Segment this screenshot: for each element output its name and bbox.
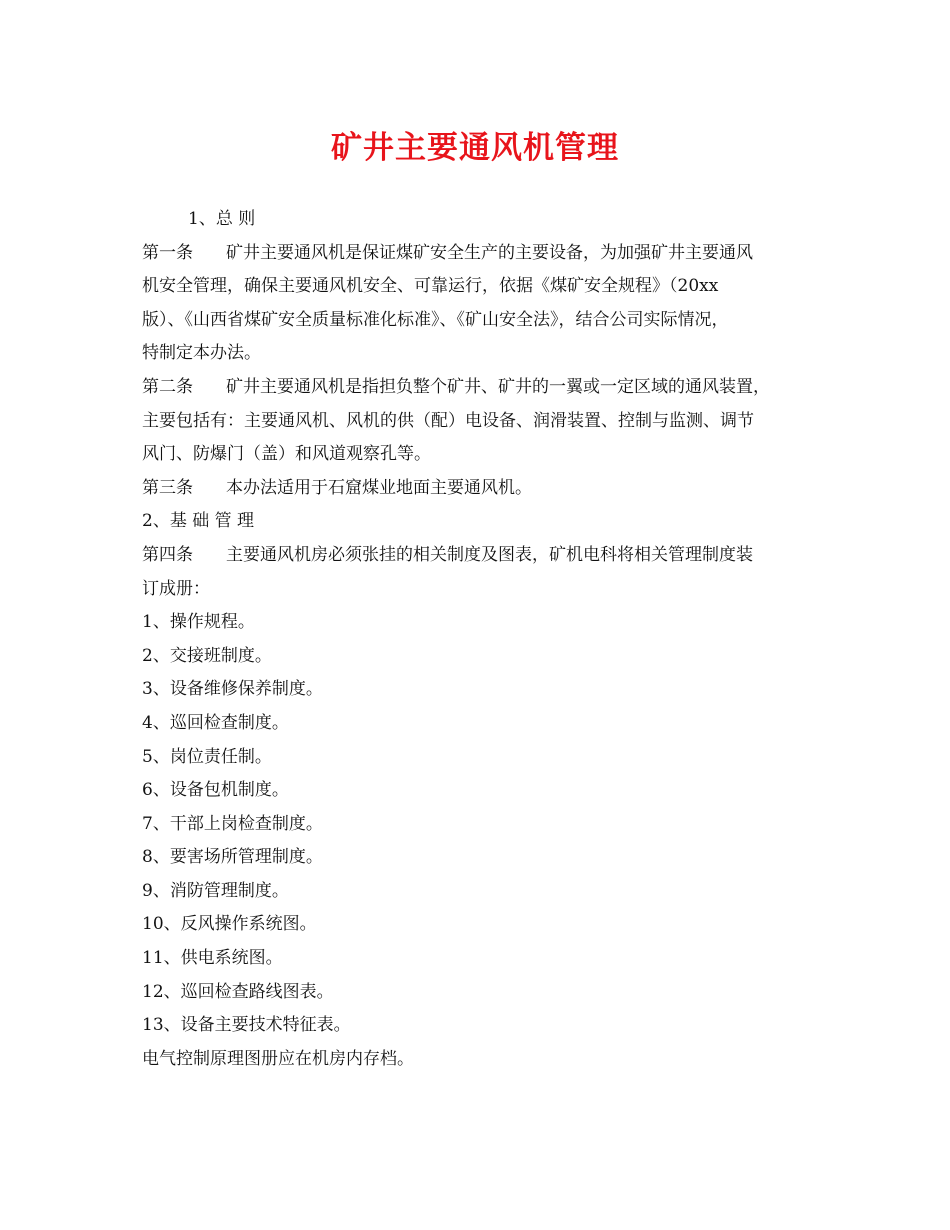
list-item: 1、操作规程。	[142, 612, 255, 633]
article-3-line-1	[142, 472, 822, 506]
list-item: 6、设备包机制度。	[142, 780, 289, 801]
section-heading-basic-management: 2、基 础 管 理	[142, 511, 255, 532]
article-1-line-2: 机安全管理，确保主要通风机安全、可靠运行，依据《煤矿安全规程》（20xx	[142, 276, 719, 297]
list-item: 10、反风操作系统图。	[142, 914, 317, 935]
article-2-label: 第二条	[142, 376, 193, 397]
article-1-text-1: 矿井主要通风机是保证煤矿安全生产的主要设备，为加强矿井主要通风	[226, 242, 753, 263]
article-1-line-4: 特制定本办法。	[142, 343, 261, 364]
article-1-label: 第一条	[142, 242, 193, 263]
list-item: 8、要害场所管理制度。	[142, 847, 323, 868]
article-2-line-1	[142, 371, 822, 405]
list-item: 9、消防管理制度。	[142, 880, 289, 901]
list-item: 12、巡回检查路线图表。	[142, 981, 334, 1002]
list-item: 13、设备主要技术特征表。	[142, 1015, 351, 1036]
list-item: 2、交接班制度。	[142, 645, 272, 666]
article-3-text-1: 本办法适用于石窟煤业地面主要通风机。	[226, 477, 532, 498]
article-4-line-1	[142, 539, 822, 573]
list-item: 11、供电系统图。	[142, 948, 283, 969]
article-4-line-2: 订成册：	[142, 578, 210, 599]
section-heading-general: 1、总 则	[188, 209, 256, 229]
article-4-label: 第四条	[142, 544, 193, 565]
article-1-line-3: 版）、《山西省煤矿安全质量标准化标准》、《矿山安全法》，结合公司实际情况，	[142, 309, 729, 330]
list-item: 3、设备维修保养制度。	[142, 679, 323, 700]
article-1-line-1	[142, 237, 822, 271]
list-item: 5、岗位责任制。	[142, 746, 272, 767]
list-item: 4、巡回检查制度。	[142, 712, 289, 733]
article-3-label: 第三条	[142, 477, 193, 498]
article-2-line-3: 风门、防爆门（盖）和风道观察孔等。	[142, 444, 431, 465]
document-title: 矿井主要通风机管理	[331, 130, 619, 166]
closing-note: 电气控制原理图册应在机房内存档。	[142, 1048, 414, 1069]
article-2-line-2: 主要包括有：主要通风机、风机的供（配）电设备、润滑装置、控制与监测、调节	[142, 410, 754, 431]
article-4-text-1: 主要通风机房必须张挂的相关制度及图表，矿机电科将相关管理制度装	[226, 544, 753, 565]
list-item: 7、干部上岗检查制度。	[142, 813, 323, 834]
document-body	[142, 203, 822, 1076]
article-2-text-1: 矿井主要通风机是指担负整个矿井、矿井的一翼或一定区域的通风装置，	[226, 376, 770, 397]
